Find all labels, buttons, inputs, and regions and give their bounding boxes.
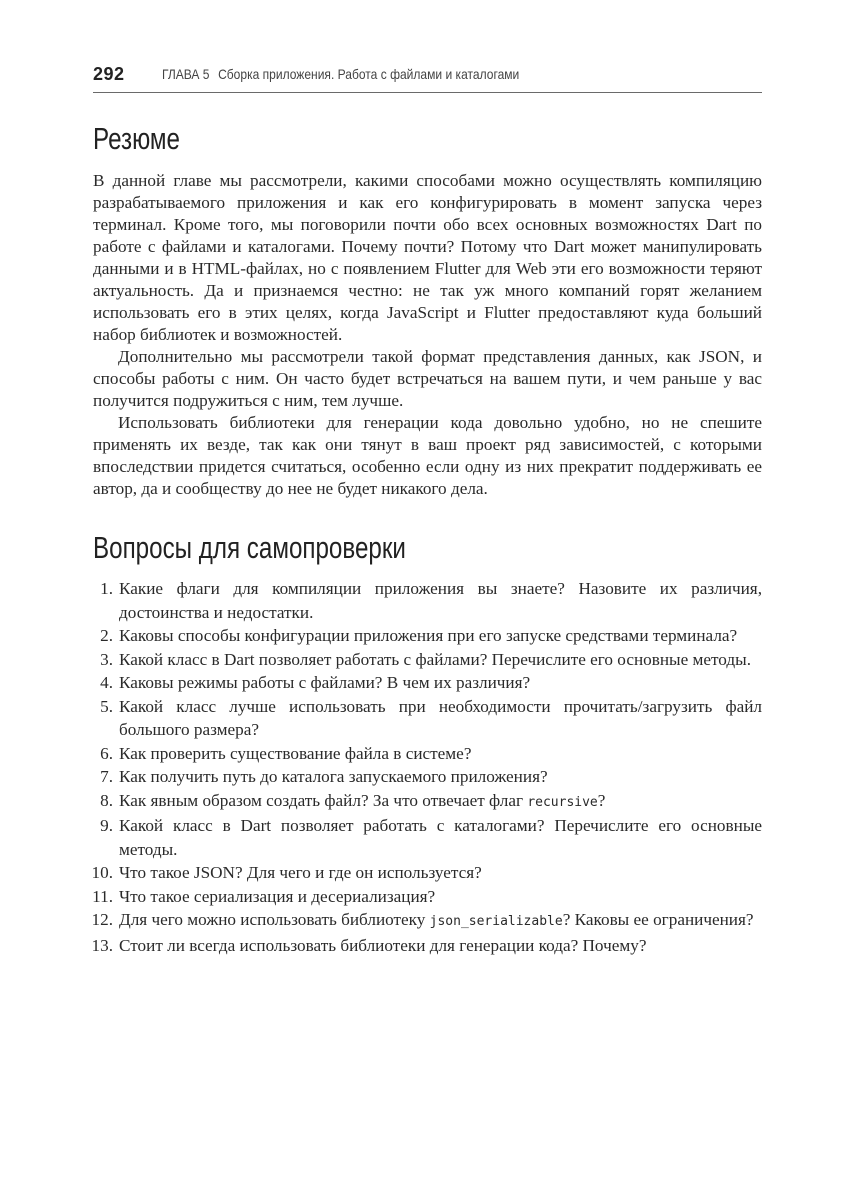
question-text: Каковы способы конфигурации приложения при его запуске средствами терминала? xyxy=(119,626,738,645)
header-divider xyxy=(93,92,762,93)
question-number: 7. xyxy=(100,767,113,786)
code-recursive: recursive xyxy=(527,794,598,810)
question-number: 6. xyxy=(100,743,113,763)
chapter-title xyxy=(162,66,519,82)
summary-paragraph: Использовать библиотеки для генерации кода довольно удобно, но не спешите применять их везде, так как они тянут в ваш проект ряд зависимостей, с которыми впоследствии придется считаться, особенно если одну из них прекратит поддерживать ее автор, да и сообществу до нее не будет никакого дела. xyxy=(93,413,762,498)
question-text: Как получить путь до каталога запускаемого приложения? xyxy=(119,767,548,786)
question-item xyxy=(93,934,762,958)
question-text: Стоит ли всегда использовать библиотеки для генерации кода? Почему? xyxy=(119,935,647,955)
page-number: 292 xyxy=(93,64,125,84)
question-text: Как явным образом создать файл? За что отвечает флаг xyxy=(119,790,528,810)
summary-paragraph: Дополнительно мы рассмотрели такой формат представления данных, как JSON, и способы работы с ним. Он часто будет встречаться на вашем пути, и чем раньше у вас получится подружиться с ним, тем лучше. xyxy=(93,347,762,410)
question-number: 1. xyxy=(100,579,113,598)
question-item xyxy=(93,671,762,695)
question-text-end: ? xyxy=(597,790,606,810)
question-text: Как проверить существование файла в системе? xyxy=(119,743,472,763)
summary-paragraph: В данной главе мы рассмотрели, какими способами можно осуществлять компиляцию разрабатываемого приложения и как его конфигурировать в момент запуска через терминал. Кроме того, мы поговорили почти обо всех основных возможностях Dart по работе с файлами и каталогами. Почему почти? Потому что Dart может манипулировать данными и в HTML-файлах, но с появлением Flutter для Web эти его возможности теряют актуальность. Да и признаемся честно: не так уж много компаний горят желанием использовать его в этих целях, когда JavaScript и Flutter предоставляют куда больший набор библиотек и возможностей. xyxy=(93,171,762,344)
question-item xyxy=(93,577,762,624)
question-number: 11. xyxy=(92,886,113,906)
summary-heading: Резюме xyxy=(93,121,181,156)
question-text: Каковы режимы работы с файлами? В чем их различия? xyxy=(119,673,531,692)
question-number: 12. xyxy=(91,910,113,929)
question-number: 3. xyxy=(100,649,113,669)
question-number: 8. xyxy=(100,790,113,810)
question-text: Какой класс в Dart позволяет работать с файлами? Перечислите его основные методы. xyxy=(119,649,751,669)
questions-heading: Вопросы для самопроверки xyxy=(93,530,406,565)
question-text: Для чего можно использовать библиотеку xyxy=(119,910,430,929)
code-json-serializable: json_serializable xyxy=(429,914,563,929)
question-number: 9. xyxy=(100,816,113,835)
question-item xyxy=(93,908,762,934)
question-text: Что такое JSON? Для чего и где он используется? xyxy=(119,863,482,882)
question-item xyxy=(93,861,762,885)
question-number: 5. xyxy=(100,696,113,716)
summary-section xyxy=(93,170,762,500)
question-item xyxy=(93,648,762,672)
running-header xyxy=(93,64,762,92)
question-number: 2. xyxy=(100,626,113,645)
question-number: 10. xyxy=(91,863,113,882)
chapter-label: ГЛАВА 5 xyxy=(162,66,210,82)
question-item xyxy=(93,885,762,909)
question-text-end: ? Каковы ее ограничения? xyxy=(562,910,754,929)
question-text: Что такое сериализация и десериализация? xyxy=(119,886,436,906)
question-item xyxy=(93,695,762,742)
question-item xyxy=(93,814,762,861)
question-number: 13. xyxy=(91,935,113,955)
question-number: 4. xyxy=(100,673,113,692)
question-item xyxy=(93,742,762,766)
question-item xyxy=(93,624,762,648)
question-item xyxy=(93,765,762,789)
question-text: Какой класс лучше использовать при необходимости прочитать/загрузить файл большого размера? xyxy=(119,696,762,739)
question-text: Какой класс в Dart позволяет работать с каталогами? Перечислите его основные методы. xyxy=(119,816,762,859)
question-item xyxy=(93,789,762,815)
questions-list xyxy=(93,577,762,957)
chapter-name: Сборка приложения. Работа с файлами и каталогами xyxy=(218,66,520,82)
question-text: Какие флаги для компиляции приложения вы знаете? Назовите их различия, достоинства и недостатки. xyxy=(119,579,762,622)
